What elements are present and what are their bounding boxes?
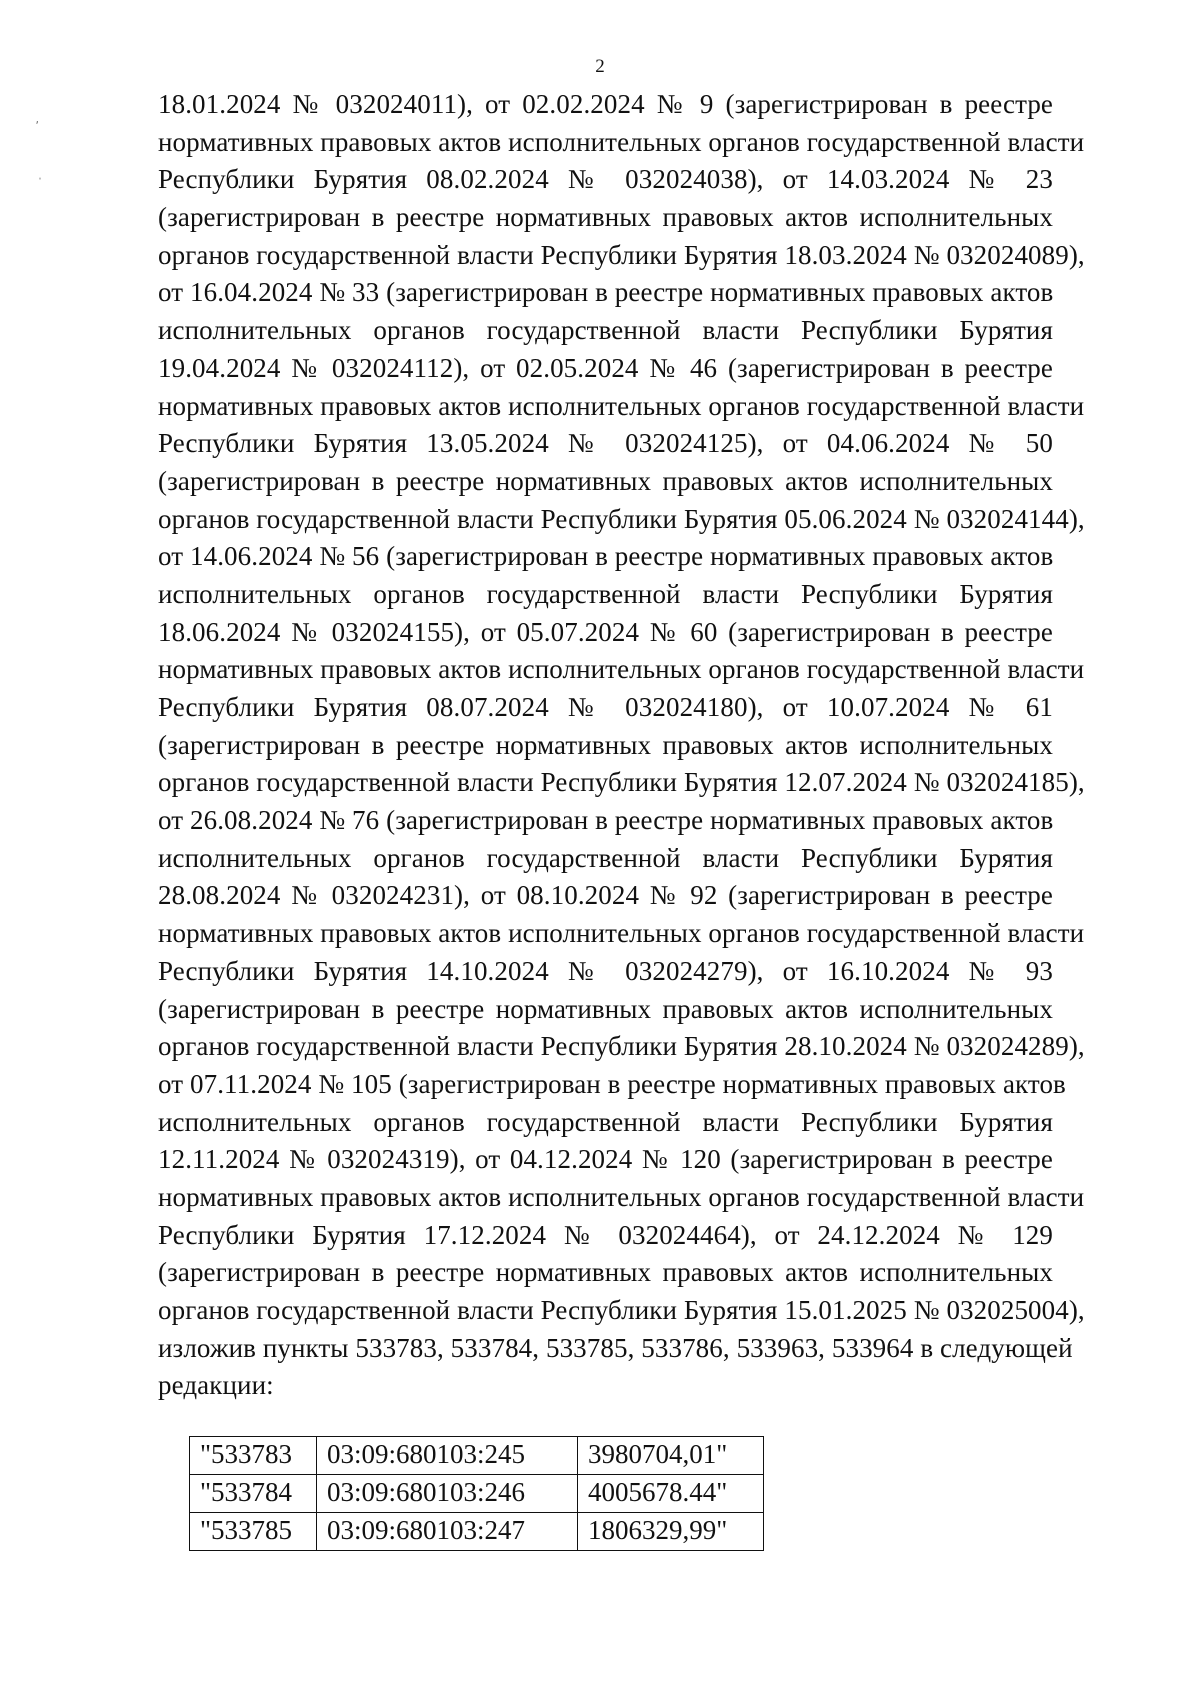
body-line: 28.08.2024 № 032024231), от 08.10.2024 № 92 (зарегистрирован в реестре [158, 880, 1053, 911]
body-line: нормативных правовых актов исполнительных органов государственной власти [158, 1181, 1085, 1212]
row-number-cell: "533785 [190, 1513, 317, 1551]
margin-mark: ʹ [36, 118, 39, 132]
body-line: 18.01.2024 № 032024011), от 02.02.2024 № 9 (зарегистрирован в реестре [158, 89, 1053, 119]
body-line: Республики Бурятия 08.07.2024 № 032024180), от 10.07.2024 № 61 [158, 692, 1053, 722]
body-line: исполнительных органов государственной власти Республики Бурятия [158, 1106, 1053, 1137]
body-line: (зарегистрирован в реестре нормативных правовых актов исполнительных [158, 202, 1053, 233]
body-line: редакции: [158, 1370, 274, 1401]
body-line: 12.11.2024 № 032024319), от 04.12.2024 № 120 (зарегистрирован в реестре [158, 1144, 1053, 1175]
body-line: от 07.11.2024 № 105 (зарегистрирован в реестре нормативных правовых актов [158, 1068, 1066, 1099]
table-row [190, 1513, 764, 1551]
body-line: нормативных правовых актов исполнительных органов государственной власти [158, 126, 1085, 157]
value-cell: 1806329,99" [578, 1513, 764, 1551]
cadastral-number-cell: 03:09:680103:247 [317, 1513, 578, 1551]
body-line: изложив пункты 533783, 533784, 533785, 533786, 533963, 533964 в следующей [158, 1332, 1073, 1363]
body-line: (зарегистрирован в реестре нормативных правовых актов исполнительных [158, 465, 1053, 496]
row-number-cell: "533783 [190, 1437, 317, 1475]
body-line: 19.04.2024 № 032024112), от 02.05.2024 № 46 (зарегистрирован в реестре [158, 352, 1053, 383]
body-line: 18.06.2024 № 032024155), от 05.07.2024 № 60 (зарегистрирован в реестре [158, 616, 1053, 647]
body-line: исполнительных органов государственной власти Республики Бурятия [158, 842, 1053, 873]
body-line: Республики Бурятия 08.02.2024 № 032024038), от 14.03.2024 № 23 [158, 164, 1053, 195]
body-line: (зарегистрирован в реестре нормативных правовых актов исполнительных [158, 993, 1053, 1024]
cadastral-number-cell: 03:09:680103:246 [317, 1475, 578, 1513]
value-cell: 3980704,01" [578, 1437, 764, 1475]
table-row [190, 1475, 764, 1513]
body-line: исполнительных органов государственной власти Республики Бурятия [158, 315, 1053, 346]
row-number-cell: "533784 [190, 1475, 317, 1513]
margin-mark: ˌ [38, 166, 42, 180]
body-line: органов государственной власти Республики Бурятия 15.01.2025 № 032025004), [158, 1295, 1085, 1325]
body-line: нормативных правовых актов исполнительных органов государственной власти [158, 918, 1085, 949]
document-body [158, 86, 1085, 1405]
body-line: Республики Бурятия 17.12.2024 № 032024464), от 24.12.2024 № 129 [158, 1219, 1053, 1250]
body-line: органов государственной власти Республики Бурятия 28.10.2024 № 032024289), [158, 1031, 1085, 1062]
cadastral-number-cell: 03:09:680103:245 [317, 1437, 578, 1475]
value-cell: 4005678.44" [578, 1475, 764, 1513]
body-line: Республики Бурятия 14.10.2024 № 032024279), от 16.10.2024 № 93 [158, 955, 1053, 986]
parcel-table [189, 1436, 764, 1551]
body-line: нормативных правовых актов исполнительных органов государственной власти [158, 654, 1085, 685]
body-line: (зарегистрирован в реестре нормативных правовых актов исполнительных [158, 1257, 1053, 1288]
body-line: органов государственной власти Республики Бурятия 18.03.2024 № 032024089), [158, 239, 1085, 270]
body-line: от 16.04.2024 № 33 (зарегистрирован в реестре нормативных правовых актов [158, 277, 1054, 308]
body-line: от 26.08.2024 № 76 (зарегистрирован в реестре нормативных правовых актов [158, 805, 1054, 836]
body-line: от 14.06.2024 № 56 (зарегистрирован в реестре нормативных правовых актов [158, 541, 1054, 572]
body-line: органов государственной власти Республики Бурятия 05.06.2024 № 032024144), [158, 503, 1085, 534]
body-line: исполнительных органов государственной власти Республики Бурятия [158, 578, 1053, 609]
body-line: органов государственной власти Республики Бурятия 12.07.2024 № 032024185), [158, 767, 1085, 798]
body-line: Республики Бурятия 13.05.2024 № 032024125), от 04.06.2024 № 50 [158, 428, 1053, 459]
body-line: (зарегистрирован в реестре нормативных правовых актов исполнительных [158, 729, 1053, 760]
table-row [190, 1437, 764, 1475]
body-line: нормативных правовых актов исполнительных органов государственной власти [158, 390, 1085, 421]
page-number: 2 [595, 56, 605, 77]
